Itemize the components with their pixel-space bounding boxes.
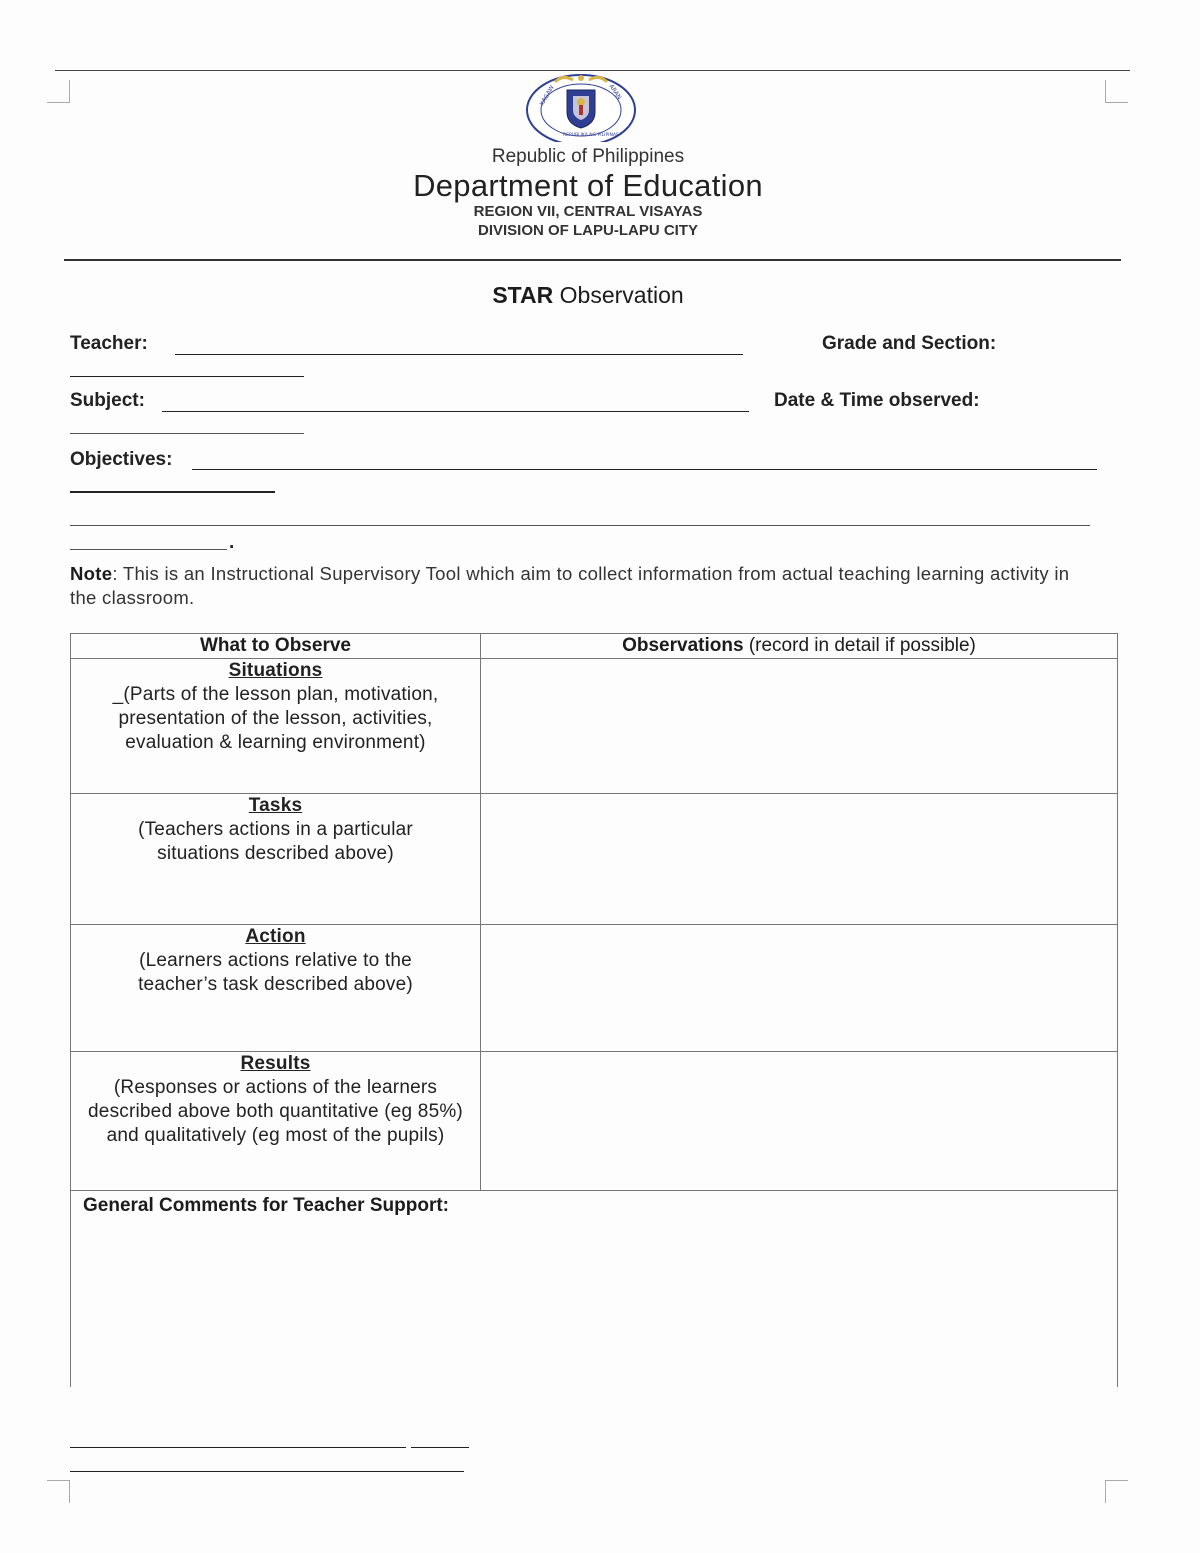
grade-section-field[interactable] — [70, 376, 304, 377]
grade-section-label: Grade and Section: — [822, 333, 997, 354]
objectives-label: Objectives: — [70, 449, 173, 470]
deped-seal-logo — [525, 72, 637, 142]
header-observations: Observations (record in detail if possible) — [481, 634, 1118, 659]
category-action — [71, 925, 481, 1052]
observation-cell-results[interactable] — [481, 1052, 1118, 1191]
objectives-field-line-1[interactable] — [192, 469, 1097, 470]
header-what-to-observe: What to Observe — [71, 634, 481, 659]
form-title-bold: STAR — [492, 282, 554, 308]
note-paragraph — [70, 562, 1080, 610]
date-time-label: Date & Time observed: — [774, 390, 980, 411]
comments-row — [71, 1191, 1118, 1388]
svg-text:ARAN: ARAN — [607, 83, 623, 101]
header-divider — [64, 259, 1121, 261]
table-header-row — [71, 634, 1118, 659]
table-row — [71, 659, 1118, 794]
signature-line-2[interactable] — [70, 1471, 464, 1472]
teacher-label: Teacher: — [70, 333, 148, 354]
date-time-field[interactable] — [70, 433, 304, 434]
note-label: Note — [70, 563, 113, 584]
observation-cell-tasks[interactable] — [481, 794, 1118, 925]
objectives-field-line-3[interactable] — [70, 525, 1090, 526]
svg-text:KAGAW: KAGAW — [538, 84, 556, 107]
objectives-end-period: . — [229, 532, 235, 553]
subject-field[interactable] — [162, 411, 749, 412]
republic-heading: Republic of Philippines — [491, 146, 685, 167]
category-description: (Teachers actions in a particular situations described above) — [138, 819, 413, 864]
category-title: Action — [245, 926, 306, 947]
observation-cell-action[interactable] — [481, 925, 1118, 1052]
category-tasks — [71, 794, 481, 925]
observation-cell-situations[interactable] — [481, 659, 1118, 794]
category-description: (Learners actions relative to the teacher’s task described above) — [138, 950, 413, 995]
form-title — [0, 282, 1176, 309]
objectives-field-line-2[interactable] — [70, 491, 275, 493]
signature-line-1b[interactable] — [411, 1447, 469, 1448]
general-comments-label: General Comments for Teacher Support: — [83, 1195, 449, 1216]
top-border-rule — [55, 70, 1130, 71]
category-description: _(Parts of the lesson plan, motivation, presentation of the lesson, activities, evaluation & learning environment) — [112, 684, 439, 753]
crop-mark-bottom-left — [47, 1480, 70, 1503]
crop-mark-top-left — [47, 80, 70, 103]
note-text: : This is an Instructional Supervisory Tool which aim to collect information from actual teaching learning activity in the classroom. — [70, 563, 1070, 608]
table-row — [71, 1052, 1118, 1191]
signature-line-1a[interactable] — [70, 1447, 406, 1448]
category-results — [71, 1052, 481, 1191]
category-title: Results — [240, 1053, 311, 1074]
form-title-rest: Observation — [553, 282, 684, 308]
category-title: Situations — [228, 660, 323, 681]
crop-mark-top-right — [1105, 80, 1128, 103]
table-row — [71, 794, 1118, 925]
teacher-field[interactable] — [175, 354, 743, 355]
division-heading: DIVISION OF LAPU-LAPU CITY — [477, 222, 698, 239]
department-heading: Department of Education — [413, 168, 763, 203]
region-heading: REGION VII, CENTRAL VISAYAS — [473, 203, 703, 220]
category-title: Tasks — [248, 795, 303, 816]
subject-label: Subject: — [70, 390, 145, 411]
general-comments-cell[interactable] — [71, 1191, 1118, 1388]
crop-mark-bottom-right — [1105, 1480, 1128, 1503]
svg-text:REPUBLIKA NG PILIPINAS: REPUBLIKA NG PILIPINAS — [563, 133, 619, 138]
observation-table — [70, 633, 1118, 1387]
table-row — [71, 925, 1118, 1052]
objectives-field-line-4[interactable] — [70, 549, 227, 550]
category-situations — [71, 659, 481, 794]
category-description: (Responses or actions of the learners described above both quantitative (eg 85%) and qualitatively (eg most of the pupils) — [88, 1077, 463, 1146]
